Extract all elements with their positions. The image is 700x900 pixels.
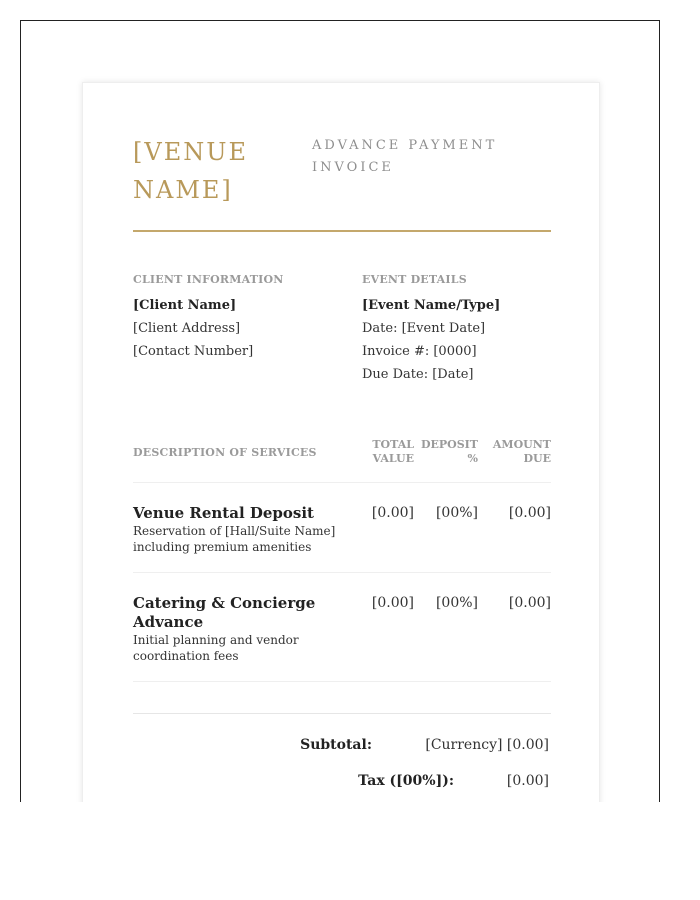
deposit-header xyxy=(414,438,478,466)
totals-divider xyxy=(133,713,551,714)
item-amount-due: [0.00] xyxy=(508,595,551,611)
item-title: Venue Rental Deposit xyxy=(133,504,314,522)
item-amount-due: [0.00] xyxy=(508,505,551,521)
tax-value: [0.00] xyxy=(506,773,549,789)
deposit-header-line2: % xyxy=(467,452,478,465)
subtotal-label: Subtotal: xyxy=(300,737,372,753)
line-item xyxy=(133,594,551,664)
subtotal-value: [Currency] [0.00] xyxy=(425,737,549,753)
deposit-header-line1: DEPOSIT xyxy=(420,438,478,451)
item-deposit-percent: [00%] xyxy=(435,595,478,611)
event-section-label: EVENT DETAILS xyxy=(362,273,467,286)
client-name: [Client Name] xyxy=(133,298,237,313)
item-row-divider xyxy=(133,572,551,573)
item-row-divider xyxy=(133,681,551,682)
event-name: [Event Name/Type] xyxy=(362,298,501,313)
invoice-sheet xyxy=(82,82,600,802)
client-section-label: CLIENT INFORMATION xyxy=(133,273,284,286)
document-title: ADVANCE PAYMENT INVOICE xyxy=(312,138,498,175)
line-item xyxy=(133,504,551,555)
header-row-divider xyxy=(133,482,551,483)
item-total-value: [0.00] xyxy=(371,595,414,611)
event-date: Date: [Event Date] xyxy=(362,321,486,336)
tax-label: Tax ([00%]): xyxy=(358,773,454,789)
document-frame xyxy=(20,20,660,802)
venue-name: [VENUE NAME] xyxy=(133,138,248,204)
item-description: Reservation of [Hall/Suite Name] including premium amenities xyxy=(133,524,336,554)
client-information xyxy=(133,273,343,363)
total-value-header xyxy=(354,438,414,466)
item-description: Initial planning and vendor coordination fees xyxy=(133,633,299,663)
due-date: Due Date: [Date] xyxy=(362,367,474,382)
client-address: [Client Address] xyxy=(133,321,241,336)
item-deposit-percent: [00%] xyxy=(435,505,478,521)
amount-due-header xyxy=(481,438,551,466)
services-table-header xyxy=(133,438,551,482)
invoice-number: Invoice #: [0000] xyxy=(362,344,477,359)
item-total-value: [0.00] xyxy=(371,505,414,521)
event-details xyxy=(362,273,562,386)
client-contact: [Contact Number] xyxy=(133,344,254,359)
total-value-header-line2: VALUE xyxy=(372,452,414,465)
item-title: Catering & Concierge Advance xyxy=(133,594,316,631)
amount-due-header-line2: DUE xyxy=(523,452,551,465)
total-value-header-line1: TOTAL xyxy=(372,438,414,451)
description-header: DESCRIPTION OF SERVICES xyxy=(133,446,317,459)
amount-due-header-line1: AMOUNT xyxy=(492,438,551,451)
header-divider xyxy=(133,230,551,232)
